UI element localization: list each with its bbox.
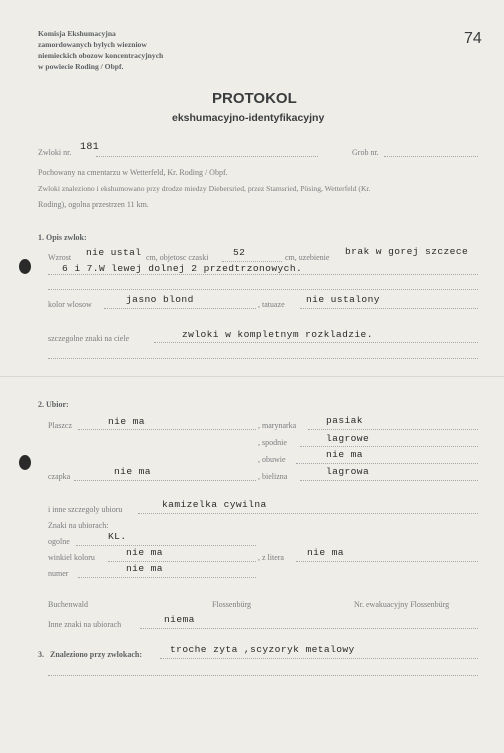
bielizna-label: , bielizna: [258, 472, 288, 481]
tatuaze-label: , tatuaze: [258, 300, 285, 309]
opis-blank-line-2: [48, 358, 478, 359]
punch-hole-top: [19, 259, 31, 274]
bielizna-line: [300, 480, 478, 481]
zwloki-line: [96, 156, 318, 157]
objetosc-value: 52: [233, 247, 246, 258]
opis-heading: 1. Opis zwlok:: [38, 233, 87, 242]
punch-hole-bottom: [19, 455, 31, 470]
wzrost-label: Wzrost: [48, 253, 72, 262]
wlosy-line: [104, 308, 256, 309]
inne-szczegoly-line: [138, 513, 478, 514]
litera-value: nie ma: [307, 547, 344, 558]
czapka-value: nie ma: [114, 466, 151, 477]
zwloki-label: Zwloki nr.: [38, 148, 72, 157]
znaleziono-number: 3.: [38, 650, 44, 659]
ogolne-line: [76, 545, 256, 546]
tatuaze-value: nie ustalony: [306, 294, 380, 305]
inne-szczegoly-label: i inne szczegoly ubioru: [48, 505, 123, 514]
opis-blank-line: [48, 289, 478, 290]
spodnie-line: [300, 446, 478, 447]
numer-line: [78, 577, 256, 578]
org-line-3: niemieckich obozow koncentracyjnych: [38, 51, 164, 60]
winkiel-line: [108, 561, 256, 562]
numer-label: numer: [48, 569, 69, 578]
ogolne-label: ogolne: [48, 537, 70, 546]
document-title: PROTOKOL: [212, 90, 297, 107]
winkiel-label: winkiel koloru: [48, 553, 95, 562]
grob-label: Grob nr.: [352, 148, 379, 157]
fold-line: [0, 376, 504, 377]
znaleziono-line: [160, 658, 478, 659]
wzrost-unit-label: cm, objetosc czaski: [146, 253, 209, 262]
intro-line-3: Roding), ogolna przestrzen 11 km.: [38, 200, 149, 209]
page-number: 74: [464, 30, 482, 47]
wlosy-value: jasno blond: [126, 294, 194, 305]
org-line-4: w powiecie Roding / Obpf.: [38, 62, 124, 71]
znaleziono-value: troche zyta ,scyzoryk metalowy: [170, 644, 355, 655]
inne-znaki-value: niema: [164, 614, 195, 625]
marynarka-line: [308, 429, 478, 430]
znaleziono-label: Znaleziono przy zwlokach:: [50, 650, 142, 659]
numer-value: nie ma: [126, 563, 163, 574]
spodnie-label: , spodnie: [258, 438, 287, 447]
uzebienie-continued: 6 i 7.W lewej dolnej 2 przedtrzonowych.: [62, 263, 303, 274]
uzebienie-label: cm, uzebienie: [285, 253, 330, 262]
inne-znaki-line: [140, 628, 478, 629]
obuwie-label: , obuwie: [258, 455, 286, 464]
org-line-1: Komisja Ekshumacyjna: [38, 29, 116, 38]
intro-line-2: Zwloki znaleziono i ekshumowano przy drodze miedzy Diebersried, przez Stamsried, Pösing, Wetterfeld (Kr.: [38, 184, 371, 193]
document-subtitle: ekshumacyjno-identyfikacyjny: [172, 112, 325, 124]
znaki-ubiorach-label: Znaki na ubiorach:: [48, 521, 109, 530]
marynarka-label: , marynarka: [258, 421, 297, 430]
znaki-cialo-label: szczegolne znaki na ciele: [48, 334, 130, 343]
uzebienie-value: brak w gorej szczece: [345, 246, 469, 257]
ewakuacyjny-label: Nr. ewakuacyjny Flossenbürg: [354, 600, 450, 609]
tatuaze-line: [300, 308, 478, 309]
zwloki-value: 181: [80, 142, 100, 153]
obuwie-value: nie ma: [326, 449, 363, 460]
grob-line: [384, 156, 478, 157]
plaszcz-label: Plaszcz: [48, 421, 72, 430]
ubior-heading: 2. Ubior:: [38, 400, 69, 409]
uzebienie-line: [48, 274, 478, 275]
spodnie-value: lagrowe: [326, 433, 370, 444]
litera-label: , z litera: [258, 553, 284, 562]
litera-line: [296, 561, 478, 562]
obuwie-line: [296, 463, 478, 464]
wlosy-label: kolor wlosow: [48, 300, 92, 309]
objetosc-line: [222, 261, 282, 262]
czapka-line: [74, 480, 256, 481]
znaleziono-blank-line: [48, 675, 478, 676]
inne-znaki-label: Inne znaki na ubiorach: [48, 620, 122, 629]
marynarka-value: pasiak: [326, 415, 363, 426]
plaszcz-value: nie ma: [108, 416, 145, 427]
wzrost-value: nie ustal: [86, 247, 142, 258]
winkiel-value: nie ma: [126, 547, 163, 558]
plaszcz-line: [78, 429, 256, 430]
org-line-2: zamordowanych bylych wiezniow: [38, 40, 147, 49]
flossenburg-label: Flossenbürg: [212, 600, 251, 609]
znaki-cialo-value: zwloki w kompletnym rozkladzie.: [182, 329, 373, 340]
czapka-label: czapka: [48, 472, 71, 481]
znaki-cialo-line: [154, 342, 478, 343]
intro-line-1: Pochowany na cmentarzu w Wetterfeld, Kr. Roding / Obpf.: [38, 168, 228, 177]
inne-szczegoly-value: kamizelka cywilna: [162, 499, 267, 510]
ogolne-value: KL.: [108, 531, 127, 542]
bielizna-value: lagrowa: [326, 466, 370, 477]
buchenwald-label: Buchenwald: [48, 600, 88, 609]
